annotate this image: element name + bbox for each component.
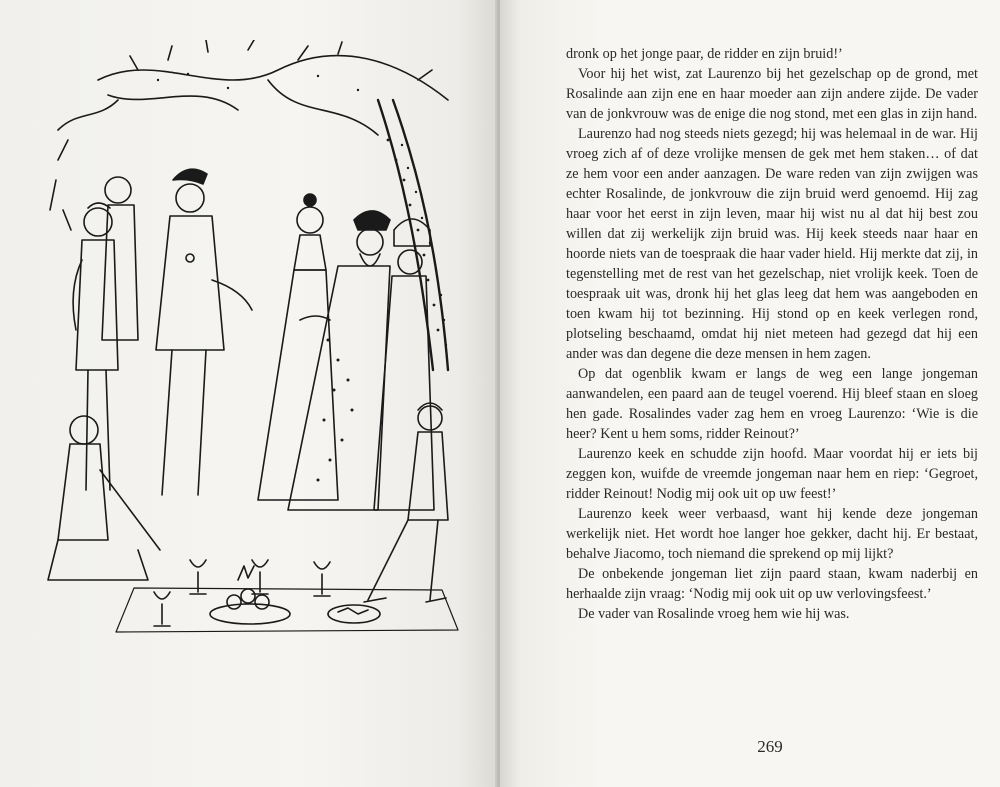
left-page xyxy=(0,0,497,787)
paragraph: Op dat ogenblik kwam er langs de weg een lange jongeman aanwandelen, een paard aan de teugel voerend. Hij bleef staan en sloeg hen gade. Rosalindes vader zag hem en vroeg Laurenzo: ‘Wie is die heer? Kent u hem soms, ridder Reinout?’ xyxy=(566,366,978,442)
paragraph: Voor hij het wist, zat Laurenzo bij het gezelschap op de grond, met Rosalinde aan zijn ene en haar moeder aan zijn andere zijde. De vader van de jonkvrouw was de enige die nog stond, met een glas in zijn hand. xyxy=(566,66,978,122)
figure-man-with-hat xyxy=(156,169,252,495)
figure-young-man-second xyxy=(102,177,138,340)
paragraph: De vader van Rosalinde vroeg hem wie hij was. xyxy=(578,606,850,622)
figure-woman-right xyxy=(374,219,434,510)
paragraph: dronk op het jonge paar, de ridder en zijn bruid!’ xyxy=(566,46,843,62)
paragraph: Laurenzo keek en schudde zijn hoofd. Maar voordat hij er iets bij zeggen kon, wuifde de vreemde jongeman naar hem en riep: ‘Gegroet, ridder Reinout! Nodig mij ook uit op uw feest!’ xyxy=(566,446,978,502)
figure-bearded-elder xyxy=(288,211,390,510)
fruit-bowl xyxy=(210,566,290,624)
illustration-picnic-scene xyxy=(38,40,478,650)
page-number: 269 xyxy=(757,737,783,756)
figure-lady xyxy=(258,194,338,500)
figure-young-man-left xyxy=(73,203,118,490)
paragraph: De onbekende jongeman liet zijn paard staan, kwam naderbij en herhaalde zijn vraag: ‘Nodig mij ook uit op uw verlovingsfeest.’ xyxy=(566,566,978,602)
page-text xyxy=(566,44,978,624)
figure-seated-man xyxy=(364,403,448,602)
figure-kneeling-man xyxy=(48,416,160,580)
paragraph: Laurenzo had nog steeds niets gezegd; hij was helemaal in de war. Hij vroeg zich af of deze vrolijke mensen de gek met hem staken… of dat ze hem voor een ander aanzagen. De ware reden van zijn zwijgen was echter Rosalinde, de jonkvrouw die zijn bruid werd genoemd. Hij zag haar voor het eerst in zijn leven, maar hij wist nu al dat hij best zou willen dat zij werkelijk zijn bruid was. Hij keek steeds naar haar en hoorde niets van de toespraak die haar vader hield. Hij merkte dat zij, in tegenstelling met de rest van het gezelschap, niet vrolijk keek. Toen de toespraak uit was, dronk hij het glas leeg dat hem was aangeboden en toen kwam hij tot bezinning. Hij stond op en keek verlegen rond, plotseling beschaamd, omdat hij niet meteen had gezegd dat hij een ander was dan degene die deze mensen in hem zagen. xyxy=(566,126,978,362)
paragraph: Laurenzo keek weer verbaasd, want hij kende deze jongeman werkelijk niet. Het wordt hoe langer hoe gekker, dacht hij. Er bestaat, behalve Jiacomo, toch niemand die sprekend op mij lijkt? xyxy=(566,506,978,562)
dish-plate xyxy=(328,605,380,623)
